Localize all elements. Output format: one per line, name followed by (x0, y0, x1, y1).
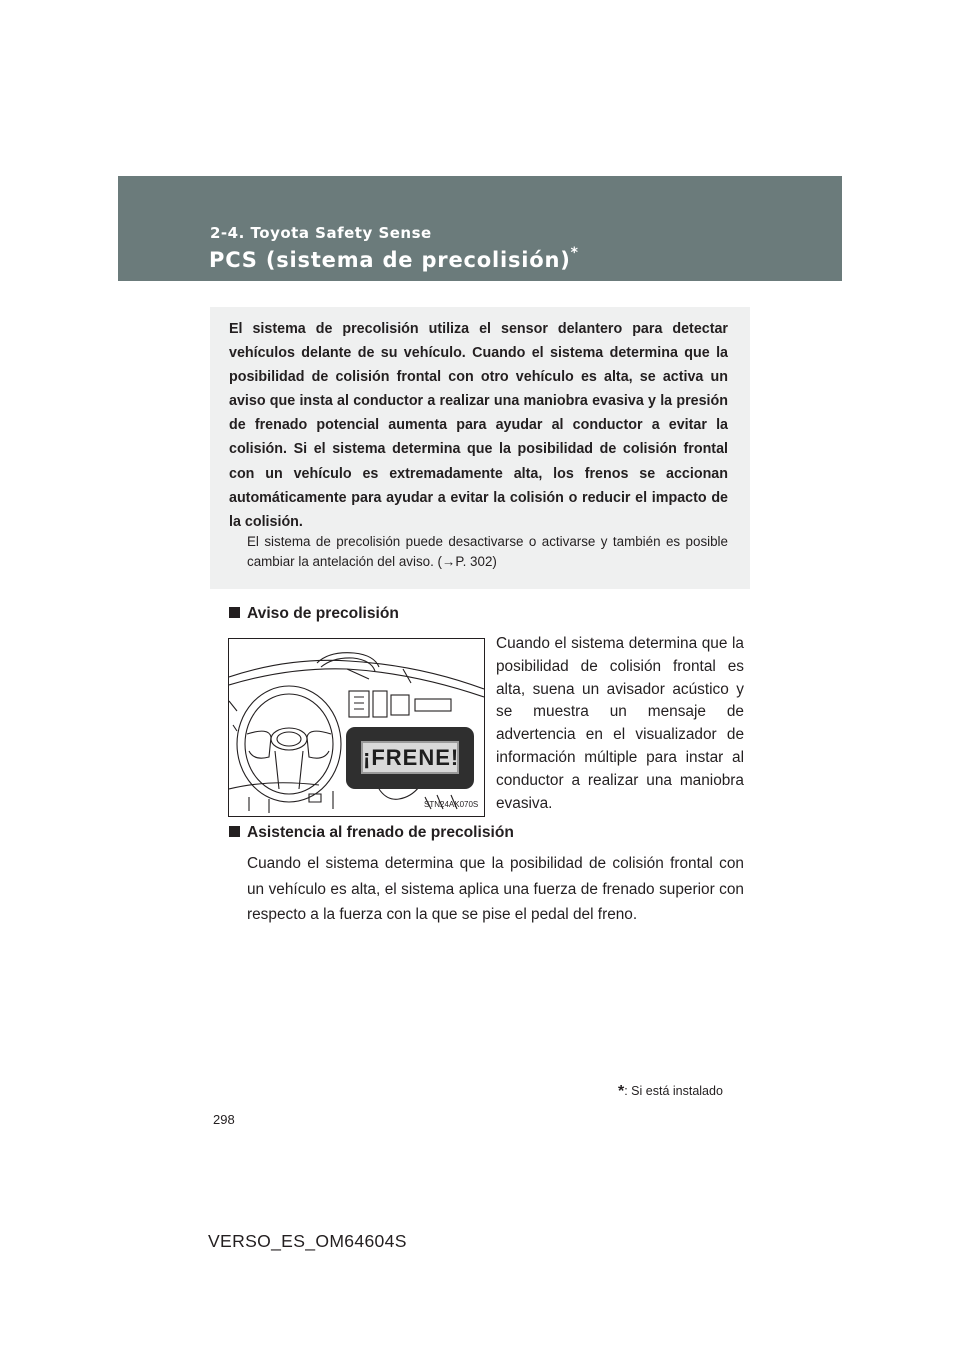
square-bullet-icon (229, 826, 240, 837)
heading-text: Asistencia al frenado de precolisión (247, 824, 514, 841)
precollision-warning-text: Cuando el sistema determina que la posibilidad de colisión frontal es alta, suena un avisador acústico y se muestra un mensaje de advertencia en el visualizador de información múltiple para instar al conductor a realizar una maniobra evasiva. (496, 635, 744, 812)
brake-assist-text: Cuando el sistema determina que la posibilidad de colisión frontal con un vehículo es alta, el sistema aplica una fuerza de frenado superior con respecto a la fuerza con la que se pise el pedal del freno. (247, 855, 744, 923)
heading-precollision-warning (229, 605, 399, 623)
square-bullet-icon (229, 607, 240, 618)
document-code: VERSO_ES_OM64604S (208, 1231, 407, 1251)
brake-warning-message: ¡FRENE! (361, 741, 459, 774)
illustration-code: STN24AK070S (424, 800, 479, 809)
heading-brake-assist (229, 824, 514, 842)
heading-text: Aviso de precolisión (247, 605, 399, 622)
intro-note: El sistema de precolisión puede desactivarse o activarse y también es posible cambiar la antelación del aviso. (→P. 302) (247, 534, 728, 569)
section-label: 2-4. Toyota Safety Sense (210, 224, 432, 242)
footnote-text: : Si está instalado (624, 1084, 723, 1098)
footnote-mark: * (618, 1083, 625, 1100)
footnote (618, 1082, 723, 1100)
page-number: 298 (213, 1112, 235, 1127)
page-title-text: PCS (sistema de precolisión) (209, 248, 571, 272)
page-title (209, 247, 579, 272)
title-footnote-mark: * (570, 245, 579, 261)
intro-paragraph: El sistema de precolisión utiliza el sensor delantero para detectar vehículos delante de su vehículo. Cuando el sistema determina que la posibilidad de colisión frontal con otro vehículo es alta, se activa un aviso que insta al conductor a realizar una maniobra evasiva y la presión de frenado potencial aumenta para ayudar al conductor a evitar la colisión. Si el sistema determina que la posibilidad de colisión frontal con un vehículo es extremadamente alta, los frenos se accionan automáticamente para ayudar a evitar la colisión o reducir el impacto de la colisión. (229, 321, 728, 530)
